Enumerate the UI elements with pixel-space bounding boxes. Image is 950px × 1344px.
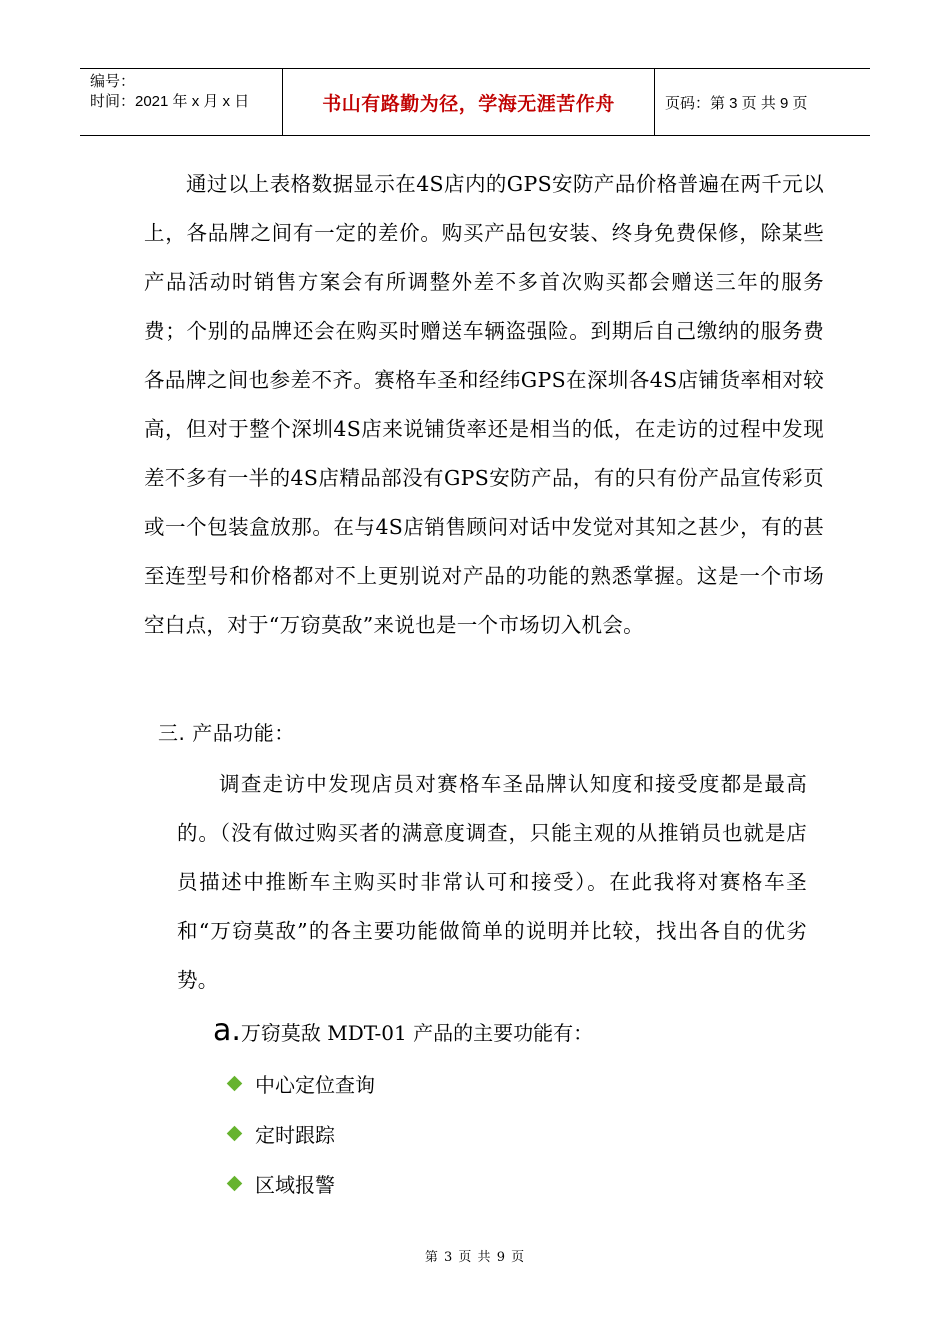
feature-label: 区域报警 [255, 1172, 335, 1197]
page-footer: 第 3 页 共 9 页 [424, 1250, 526, 1265]
function-list-title [213, 1008, 593, 1056]
section-body [177, 760, 807, 1005]
list-item [226, 1108, 375, 1158]
feature-list [226, 1058, 375, 1208]
feature-label: 中心定位查询 [255, 1072, 375, 1097]
main-body [144, 160, 824, 650]
paragraph-price-survey: 通过以上表格数据显示在4S店内的GPS安防产品价格普遍在两千元以上，各品牌之间有一定的差价。购买产品包安装、终身免费保修，除某些产品活动时销售方案会有所调整外差不多首次购买都会赠送三年的服务费；个别的品牌还会在购买时赠送车辆盗强险。到期后自己缴纳的服务费各品牌之间也参差不齐。赛格车圣和经纬GPS在深圳各4S店铺货率相对较高，但对于整个深圳4S店来说铺货率还是相当的低，在走访的过程中发现差不多有一半的4S店精品部没有GPS安防产品，有的只有份产品宣传彩页或一个包装盒放那。在与4S店销售顾问对话中发觉对其知之甚少，有的甚至连型号和价格都对不上更别说对产品的功能的熟悉掌握。这是一个市场空白点，对于“万窃莫敌”来说也是一个市场切入机会。 [144, 172, 824, 637]
function-list-letter: a. [213, 1013, 241, 1048]
header-table [80, 68, 870, 136]
time-label: 时间：2021 年 x 月 x 日 [90, 93, 250, 110]
header-motto: 书山有路勤为径，学海无涯苦作舟 [283, 69, 655, 135]
number-label: 编号： [90, 73, 136, 90]
list-item [226, 1058, 375, 1108]
feature-label: 定时跟踪 [255, 1122, 335, 1147]
header-meta-cell [80, 69, 283, 135]
header-page-info: 页码：第 3 页 共 9 页 [665, 94, 808, 112]
diamond-bullet-icon [227, 1125, 243, 1141]
diamond-bullet-icon [227, 1175, 243, 1191]
section-heading: 三. 产品功能： [158, 721, 295, 745]
function-list-title-text: 万窃莫敌 MDT-01 产品的主要功能有： [240, 1021, 594, 1045]
diamond-bullet-icon [227, 1075, 243, 1091]
list-item [226, 1158, 375, 1208]
paragraph-functions-intro: 调查走访中发现店员对赛格车圣品牌认知度和接受度都是最高的。（没有做过购买者的满意度调查，只能主观的从推销员也就是店员描述中推断车主购买时非常认可和接受）。在此我将对赛格车圣和“万窃莫敌”的各主要功能做简单的说明并比较，找出各自的优劣势。 [177, 772, 807, 992]
